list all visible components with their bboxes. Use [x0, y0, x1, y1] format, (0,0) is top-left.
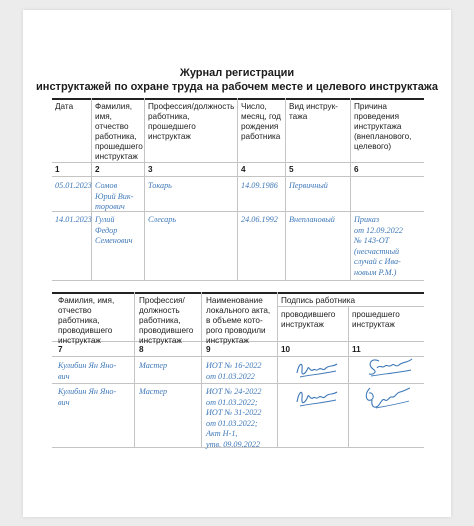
table2-header-signature: Подпись работника [281, 296, 356, 305]
table1-row1-birth-date: 14.09.1986 [241, 181, 278, 190]
journal-title [0, 66, 474, 94]
table2-col-number: 10 [281, 345, 291, 354]
table2-row2-local-act: ИОТ № 24-2022 от 01.03.2022; ИОТ № 31-2022 от 01.03.2022; Акт Н-1, утв. 09.09.2022 [206, 387, 262, 449]
table2-row1-instructor-profession: Мастер [139, 361, 168, 370]
row2-trainee-signature [362, 384, 412, 412]
table1-header-birth-date: Число, месяц, год рождения работника [241, 102, 281, 141]
table1-header-rule [52, 162, 424, 163]
table1-row2-name: Гулий Федор Семенович [95, 215, 133, 245]
table1-col-number: 4 [241, 165, 246, 174]
row2-instructor-signature [294, 385, 340, 409]
table1-column-divider [350, 98, 351, 280]
table1-header-date: Дата [55, 102, 74, 111]
table2-col-number: 7 [58, 345, 63, 354]
table1-number-rule [52, 176, 424, 177]
table1-header-profession: Профессия/должность работника, прошедшего инструктаж [148, 102, 235, 141]
table1-row2-birth-date: 24.06.1992 [241, 215, 278, 224]
table2-column-divider [277, 292, 278, 447]
table1-row2-type: Внеплановый [289, 215, 335, 224]
table1-row2-profession: Слесарь [148, 215, 177, 224]
table2-top-rule [52, 292, 424, 294]
table2-row2-instructor-name: Кулибин Ян Яно- вич [58, 387, 117, 407]
table1-row1-date: 05.01.2023 [55, 181, 92, 190]
table2-header-local-act: Наименование локального акта, в объеме кото- рого проводили инструктаж [206, 296, 271, 345]
table2-column-divider [201, 292, 202, 447]
table2-col-number: 9 [206, 345, 211, 354]
table1-col-number: 2 [95, 165, 100, 174]
table2-row2-instructor-profession: Мастер [139, 387, 168, 396]
table1-row1-type: Первичный [289, 181, 328, 190]
table1-col-number: 6 [354, 165, 359, 174]
table2-subheader-instructor-signature: проводившего инструктаж [281, 310, 336, 329]
row1-trainee-signature [365, 355, 415, 379]
table1-column-divider [285, 98, 286, 280]
table1-header-employee-name: Фамилия, имя, отчество работника, прошедшего инструктаж [95, 102, 143, 161]
table1-col-number: 1 [55, 165, 60, 174]
table1-row2-reason: Приказ от 12.09.2022 № 143-ОТ (несчастный случай с Ива- новым Р.М.) [354, 215, 403, 277]
table1-col-number: 3 [148, 165, 153, 174]
table2-signature-rule [277, 306, 424, 307]
table2-header-instructor-name: Фамилия, имя, отчество работника, проводившего инструктаж [58, 296, 115, 345]
table1-col-number: 5 [289, 165, 294, 174]
table2-col-number: 11 [352, 345, 361, 354]
table2-subheader-trainee-signature: прошедшего инструктаж [352, 310, 400, 329]
table2-column-divider [348, 306, 349, 447]
table2-header-instructor-profession: Профессия/ должность работника, проводившего инструктаж [139, 296, 194, 345]
table2-column-divider [134, 292, 135, 447]
table1-column-divider [237, 98, 238, 280]
row1-instructor-signature [294, 358, 340, 380]
table1-top-rule [52, 98, 424, 100]
title-line-2: инструктажей по охране труда на рабочем месте и целевого инструктажа [36, 81, 438, 93]
title-line-1: Журнал регистрации [179, 67, 295, 79]
table1-row2-date: 14.01.2023 [55, 215, 92, 224]
table2-col-number: 8 [139, 345, 144, 354]
table2-row1-instructor-name: Кулибин Ян Яно- вич [58, 361, 117, 381]
table1-row1-profession: Токарь [148, 181, 172, 190]
table1-row1-name: Сомов Юрий Вик- торович [95, 181, 134, 211]
table1-bottom-rule [52, 280, 424, 281]
table1-header-briefing-type: Вид инструк- тажа [289, 102, 338, 121]
table1-header-reason: Причина проведения инструктажа (внепланового, целевого) [354, 102, 412, 151]
table2-row1-local-act: ИОТ № 16-2022 от 01.03.2022 [206, 361, 262, 381]
table1-column-divider [144, 98, 145, 280]
